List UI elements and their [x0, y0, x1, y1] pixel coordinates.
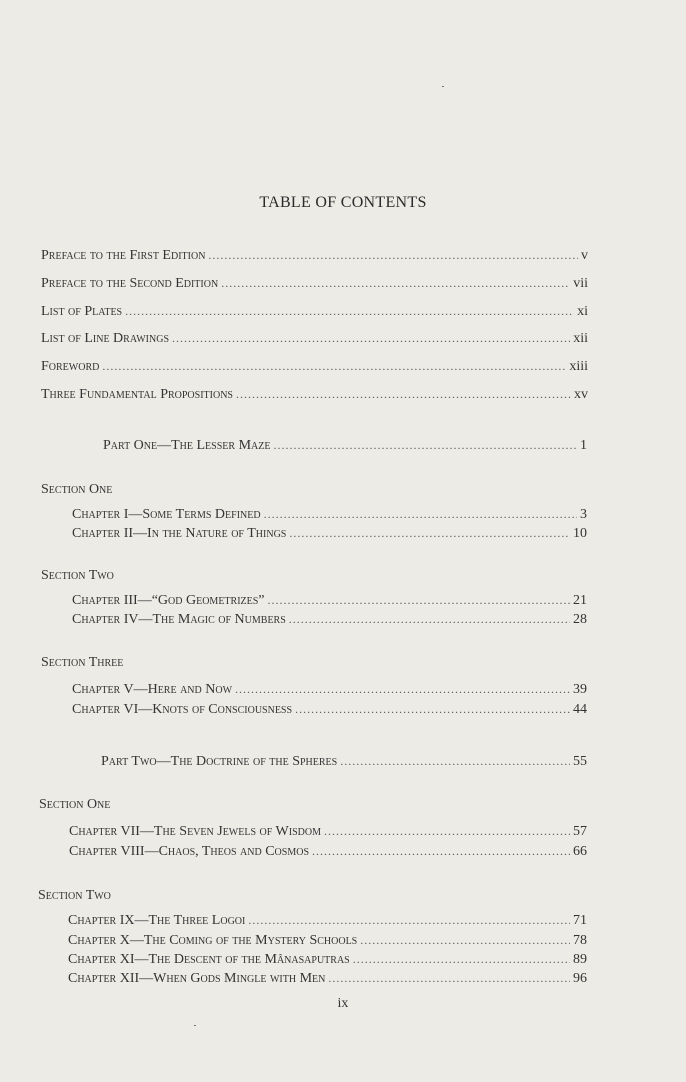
leader-dots	[312, 844, 570, 859]
toc-entry	[41, 304, 588, 322]
leader-dots	[268, 593, 570, 608]
section-heading: Section Two	[38, 888, 111, 903]
toc-entry-page: v	[581, 248, 588, 263]
toc-entry-label: List of Plates	[41, 304, 123, 319]
toc-entry-page: xii	[573, 331, 588, 346]
chapter-label: Chapter VI—Knots of Consciousness	[72, 702, 293, 717]
leader-dots	[248, 913, 570, 928]
toc-entry	[41, 276, 588, 294]
chapter-page: 89	[573, 952, 587, 967]
chapter-entry	[68, 971, 587, 989]
chapter-entry	[68, 952, 587, 970]
chapter-page: 28	[573, 612, 587, 627]
toc-entry-label: Foreword	[41, 359, 100, 374]
chapter-entry	[68, 933, 587, 951]
chapter-label: Chapter X—The Coming of the Mystery Schools	[68, 933, 358, 948]
chapter-page: 10	[573, 526, 587, 541]
toc-entry-page: vii	[573, 276, 588, 291]
chapter-label: Chapter VII—The Seven Jewels of Wisdom	[69, 824, 321, 839]
leader-dots	[264, 507, 577, 522]
part-page: 55	[573, 754, 587, 769]
leader-dots	[340, 754, 570, 769]
chapter-page: 44	[573, 702, 587, 717]
toc-entry-page: xv	[574, 387, 588, 402]
toc-entry-label: Three Fundamental Propositions	[41, 387, 233, 402]
leader-dots	[289, 612, 570, 627]
chapter-page: 96	[573, 971, 587, 986]
leader-dots	[289, 526, 570, 541]
part-page: 1	[580, 438, 587, 453]
part-label: Part Two—The Doctrine of the Spheres	[101, 754, 338, 769]
chapter-label: Chapter VIII—Chaos, Theos and Cosmos	[69, 844, 310, 859]
section-heading: Section Three	[41, 655, 124, 670]
leader-dots	[360, 933, 570, 948]
chapter-label: Chapter II—In the Nature of Things	[72, 526, 287, 541]
toc-entry	[41, 387, 588, 405]
leader-dots	[221, 276, 570, 291]
chapter-entry	[72, 526, 587, 544]
toc-entry-label: Preface to the First Edition	[41, 248, 206, 263]
section-heading: Section One	[39, 797, 111, 812]
chapter-label: Chapter XI—The Descent of the Mânasaputras	[68, 952, 350, 967]
paper-speck	[194, 1025, 196, 1026]
chapter-label: Chapter III—“God Geometrizes”	[72, 593, 265, 608]
part-heading	[101, 754, 587, 772]
leader-dots	[324, 824, 570, 839]
chapter-entry	[72, 593, 587, 611]
leader-dots	[125, 304, 574, 319]
toc-entry	[41, 248, 588, 266]
chapter-page: 57	[573, 824, 587, 839]
chapter-page: 71	[573, 913, 587, 928]
toc-entry-page: xi	[577, 304, 588, 319]
leader-dots	[208, 248, 578, 263]
section-heading: Section Two	[41, 568, 114, 583]
leader-dots	[295, 702, 570, 717]
section-heading: Section One	[41, 482, 113, 497]
leader-dots	[353, 952, 570, 967]
page-title: TABLE OF CONTENTS	[259, 194, 427, 211]
leader-dots	[172, 331, 570, 346]
chapter-label: Chapter V—Here and Now	[72, 682, 233, 697]
chapter-page: 39	[573, 682, 587, 697]
leader-dots	[236, 387, 571, 402]
chapter-page: 78	[573, 933, 587, 948]
toc-entry-label: Preface to the Second Edition	[41, 276, 219, 291]
chapter-entry	[72, 702, 587, 720]
part-label: Part One—The Lesser Maze	[103, 438, 271, 453]
toc-entry-label: List of Line Drawings	[41, 331, 170, 346]
page-number: ix	[337, 996, 349, 1011]
chapter-page: 66	[573, 844, 587, 859]
toc-entry-page: xiii	[569, 359, 588, 374]
toc-entry	[41, 331, 588, 349]
chapter-page: 3	[580, 507, 587, 522]
chapter-entry	[69, 824, 587, 842]
chapter-entry	[69, 844, 587, 862]
leader-dots	[273, 438, 577, 453]
chapter-label: Chapter IX—The Three Logoi	[68, 913, 246, 928]
chapter-entry	[68, 913, 587, 931]
chapter-entry	[72, 612, 587, 630]
toc-entry	[41, 359, 588, 377]
chapter-page: 21	[573, 593, 587, 608]
chapter-label: Chapter I—Some Terms Defined	[72, 507, 261, 522]
chapter-entry	[72, 507, 587, 525]
paper-speck	[442, 86, 444, 87]
leader-dots	[328, 971, 570, 986]
leader-dots	[102, 359, 566, 374]
chapter-entry	[72, 682, 587, 700]
chapter-label: Chapter XII—When Gods Mingle with Men	[68, 971, 326, 986]
leader-dots	[235, 682, 570, 697]
chapter-label: Chapter IV—The Magic of Numbers	[72, 612, 286, 627]
part-heading	[103, 438, 587, 456]
